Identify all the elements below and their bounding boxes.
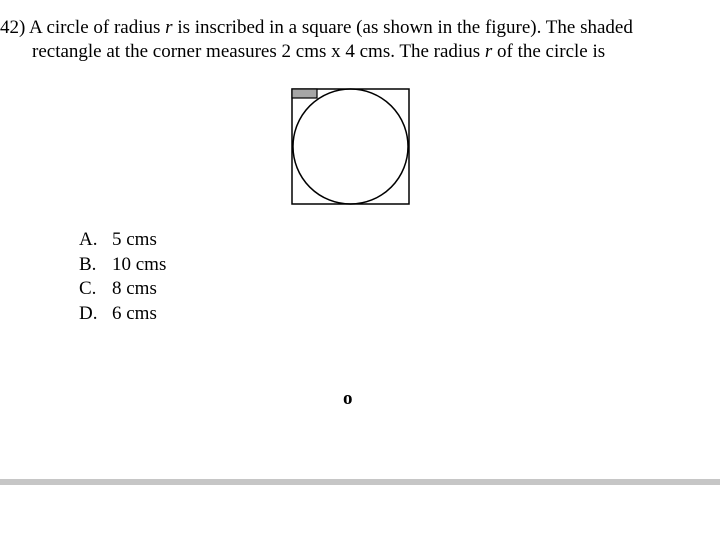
option-text: 10 cms (112, 253, 167, 275)
shaded-corner-rectangle (292, 89, 317, 98)
page-divider (0, 479, 720, 485)
question-text-segment: rectangle at the corner measures 2 cms x 4 cms. The radius (32, 41, 485, 62)
option-text: 8 cms (112, 278, 157, 299)
inscribed-circle (293, 89, 408, 204)
radius-variable: r (165, 17, 173, 38)
option-a (79, 228, 166, 253)
option-text: 6 cms (112, 302, 157, 324)
option-letter: B. (79, 253, 97, 275)
question-text-segment: is inscribed in a square (as shown in the figure). The shaded (172, 17, 633, 38)
option-letter: D. (79, 302, 98, 324)
option-text: 5 cms (112, 229, 157, 250)
option-letter: A. (79, 229, 98, 250)
circle-in-square-figure (290, 87, 412, 207)
question-line-1 (0, 16, 720, 40)
question-text-segment: A circle of radius (29, 17, 166, 38)
option-b (79, 253, 166, 278)
radius-variable: r (484, 41, 493, 62)
question-line-2 (0, 40, 720, 64)
question-text (0, 16, 720, 64)
option-letter: C. (79, 278, 97, 299)
answer-options (79, 228, 166, 326)
question-text-segment: of the circle is (492, 41, 606, 62)
question-number: 42) (0, 17, 26, 38)
option-d (79, 302, 166, 327)
stray-mark: o (343, 388, 353, 409)
option-c (79, 277, 166, 302)
